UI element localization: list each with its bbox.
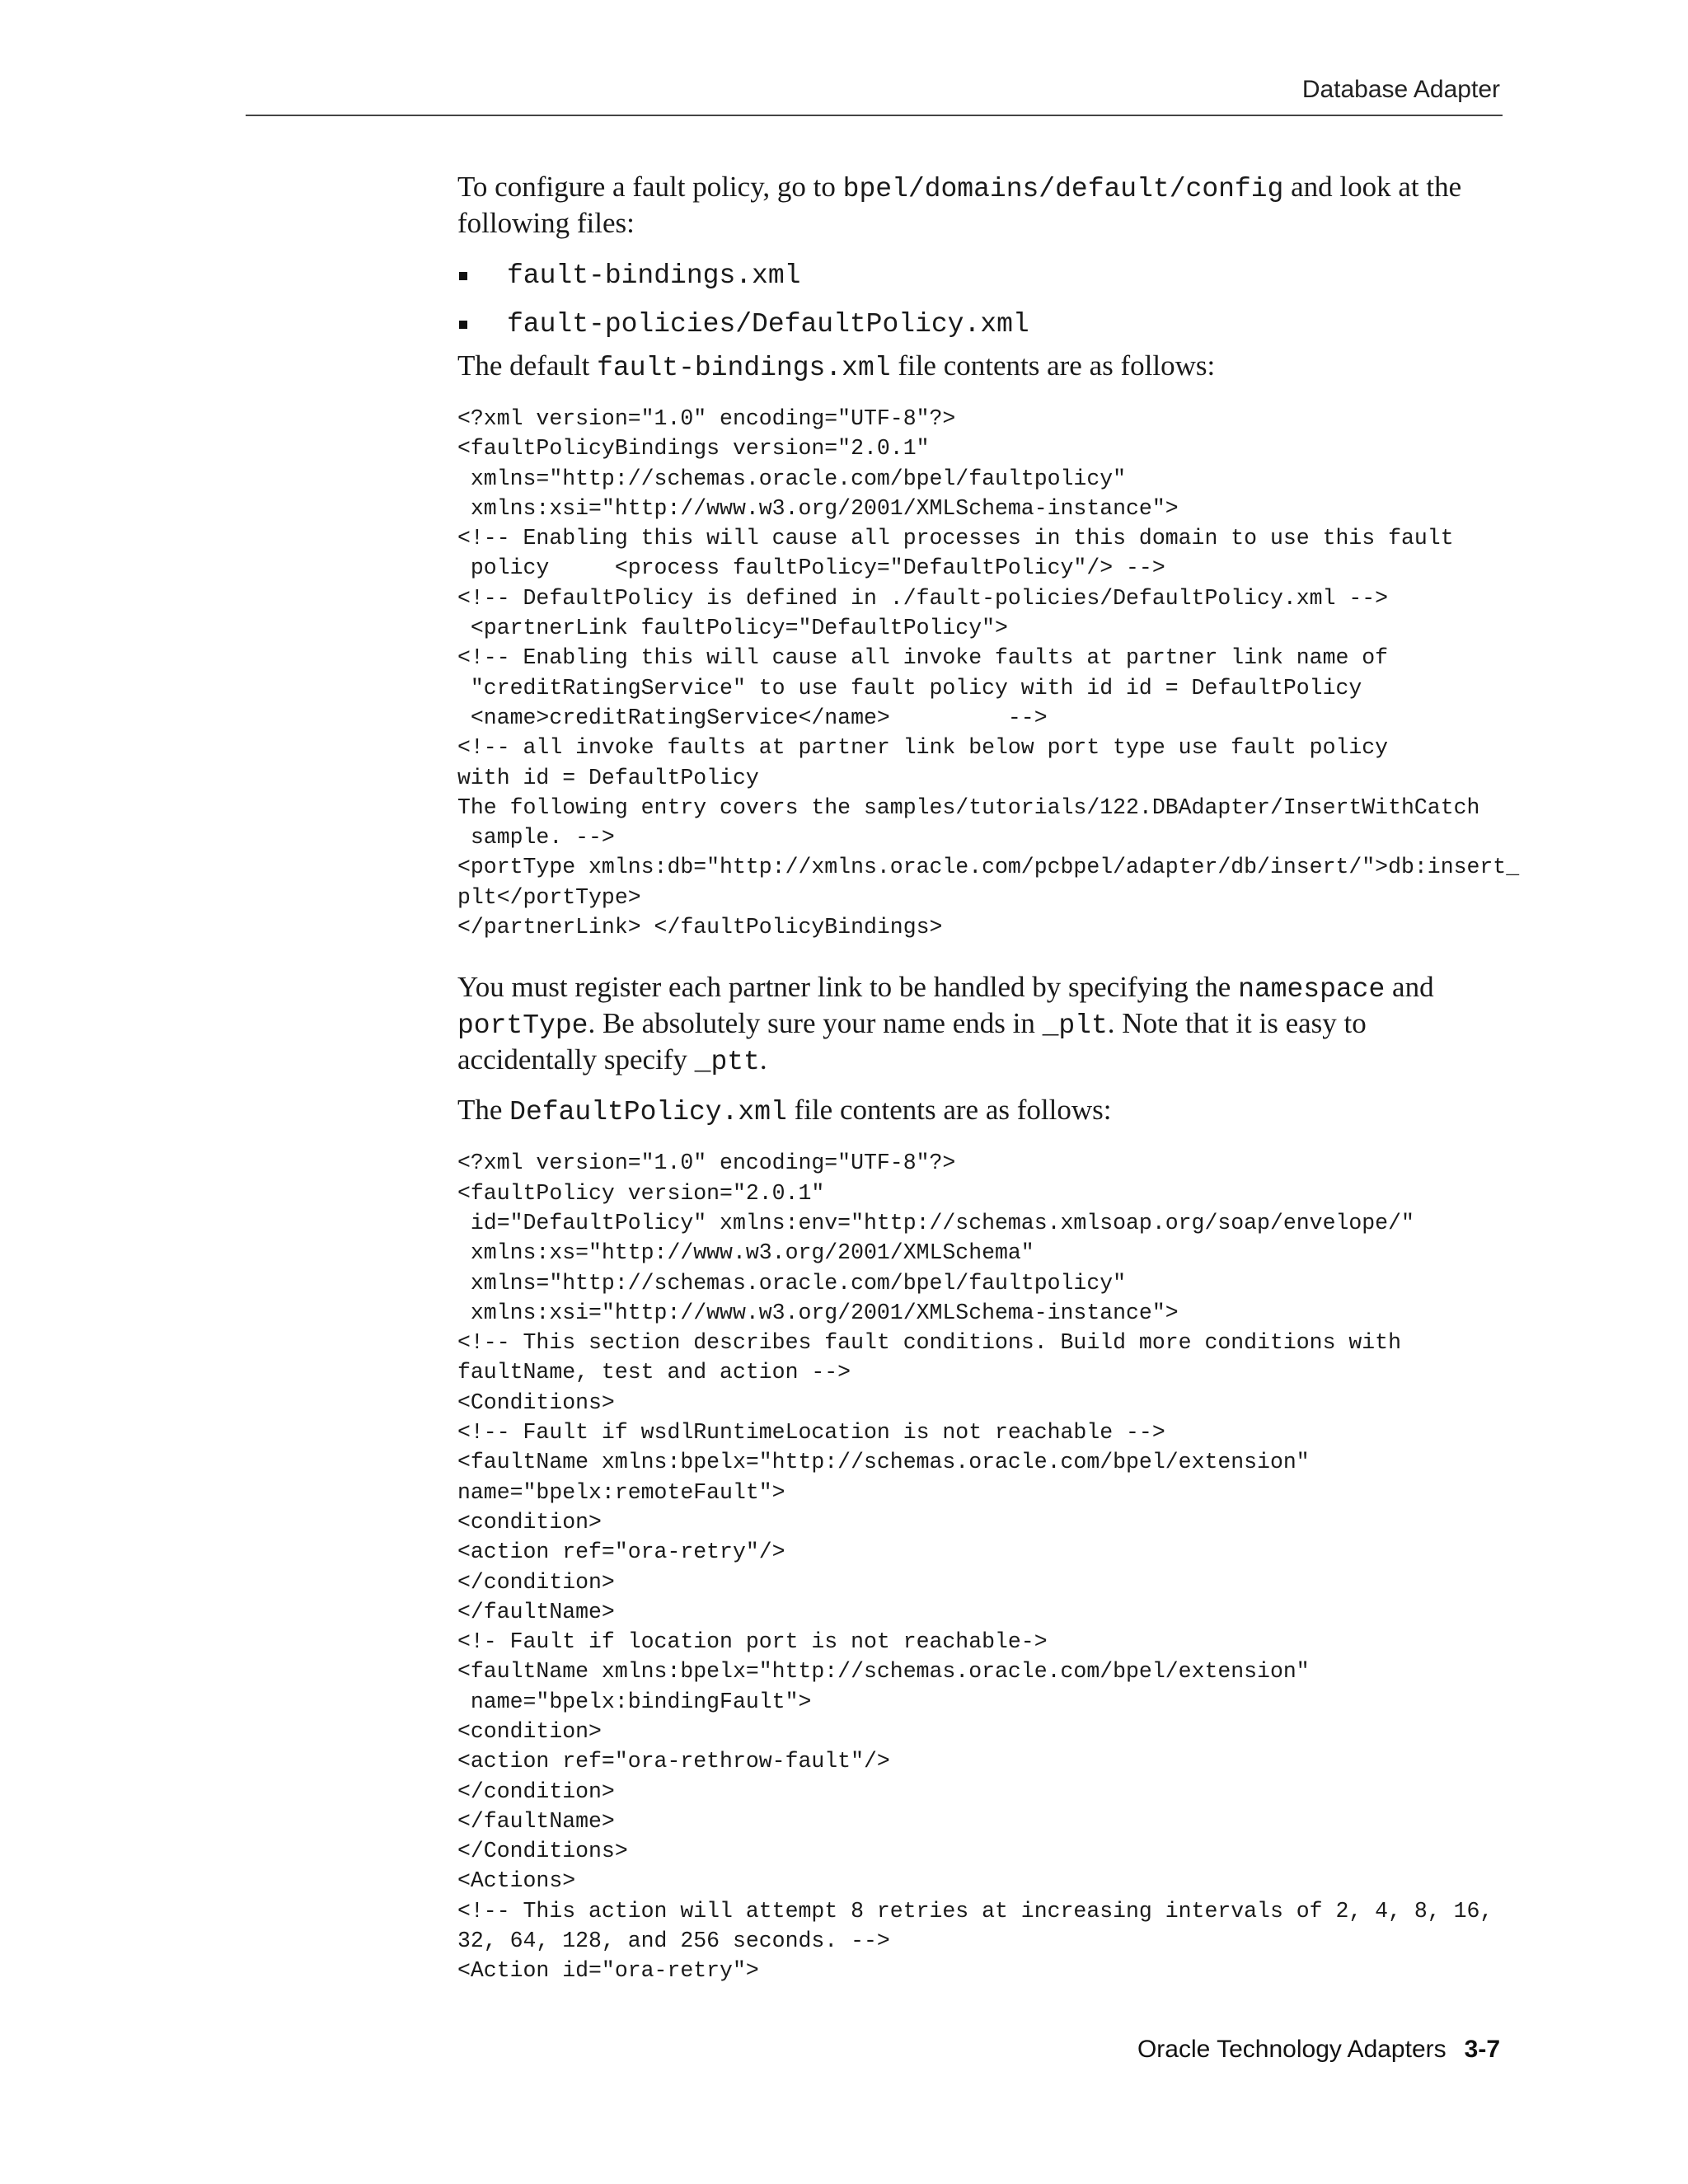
intro-paragraph [457,170,1503,240]
default-policy-code-block: <?xml version="1.0" encoding="UTF-8"?> <faultPolicy version="2.0.1" id="DefaultPolicy" xmlns:env="http://schemas.xmlsoap.org/soap/envelope/" xmlns:xs="http://www.w3.org/2001/XMLSchema" xmlns="http://schemas.oracle.com/bpel/faultpolicy" xmlns:xsi="http://www.w3.org/2001/XMLSchema-instance"> <!-- This section describes fault conditions. Build more conditions with faultName, test and action --> <Conditions> <!-- Fault if wsdlRuntimeLocation is not reachable --> <faultName xmlns:bpelx="http://schemas.oracle.com/bpel/extension" name="bpelx:remoteFault"> <condition> <action ref="ora-retry"/> </condition> </faultName> <!- Fault if location port is not reachable-> <faultName xmlns:bpelx="http://schemas.oracle.com/bpel/extension" name="bpelx:bindingFault"> <condition> <action ref="ora-rethrow-fault"/> </condition> </faultName> </Conditions> <Actions> <!-- This action will attempt 8 retries at increasing intervals of 2, 4, 8, 16, 32, 64, 128, and 256 seconds. --> <Action id="ora-retry"> [457,1151,1493,1984]
fault-bindings-code-block: <?xml version="1.0" encoding="UTF-8"?> <faultPolicyBindings version="2.0.1" xmlns="http://schemas.oracle.com/bpel/faultpolicy" xmlns:xsi="http://www.w3.org/2001/XMLSchema-instance"> <!-- Enabling this will cause all processes in this domain to use this fault policy <process faultPolicy="DefaultPolicy"/> --> <!-- DefaultPolicy is defined in ./fault-policies/DefaultPolicy.xml --> <partnerLink faultPolicy="DefaultPolicy"> <!-- Enabling this will cause all invoke faults at partner link name of "creditRatingService" to use fault policy with id id = DefaultPolicy <name>creditRatingService</name> --> <!-- all invoke faults at partner link below port type use fault policy with id = DefaultPolicy The following entry covers the samples/tutorials/122.DBAdapter/InsertWithCatch sample. --> <portType xmlns:db="http://xmlns.oracle.com/pcbpel/adapter/db/insert/">db:insert_ plt</portType> </partnerLink> </faultPolicyBindings> [457,406,1520,940]
intro-text-after: and look at the following files: [457,171,1462,239]
register-text-3: . Be absolutely sure your name ends in [588,1007,1043,1040]
config-path: bpel/domains/default/config [842,174,1284,204]
porttype-term: portType [457,1010,588,1042]
bindings-file-name: fault-bindings.xml [597,353,891,383]
ptt-suffix: _ptt [694,1047,760,1078]
register-text-4: . Note that it is easy to accidentally specify [457,1007,1367,1076]
policy-file-name: DefaultPolicy.xml [509,1097,787,1128]
intro-text-before: To configure a fault policy, go to [457,171,843,203]
list-item [457,251,1503,300]
header-rule [246,115,1503,116]
page-footer [1137,2036,1500,2064]
register-paragraph [457,970,1503,1079]
footer-book-title: Oracle Technology Adapters [1137,2036,1447,2063]
bindings-intro-before: The default [457,349,598,382]
bindings-intro [457,349,1503,385]
register-text-2: and [1385,971,1434,1004]
plt-suffix: _plt [1042,1010,1108,1042]
page-content [457,170,1520,1986]
register-text-5: . [759,1043,767,1076]
square-bullet-icon [459,321,467,329]
square-bullet-icon [459,272,467,280]
policy-intro-after: file contents are as follows: [786,1094,1112,1127]
policy-intro [457,1093,1503,1129]
bindings-intro-after: file contents are as follows: [890,349,1216,382]
file-name: fault-bindings.xml [507,260,801,291]
running-header: Database Adapter [1301,76,1500,103]
policy-intro-before: The [457,1094,510,1127]
list-item [457,300,1503,349]
page-number: 3-7 [1464,2036,1500,2063]
namespace-term: namespace [1238,974,1386,1005]
register-text-1: You must register each partner link to be handled by specifying the [457,971,1239,1004]
file-list [457,251,1503,349]
file-name: fault-policies/DefaultPolicy.xml [507,309,1029,340]
